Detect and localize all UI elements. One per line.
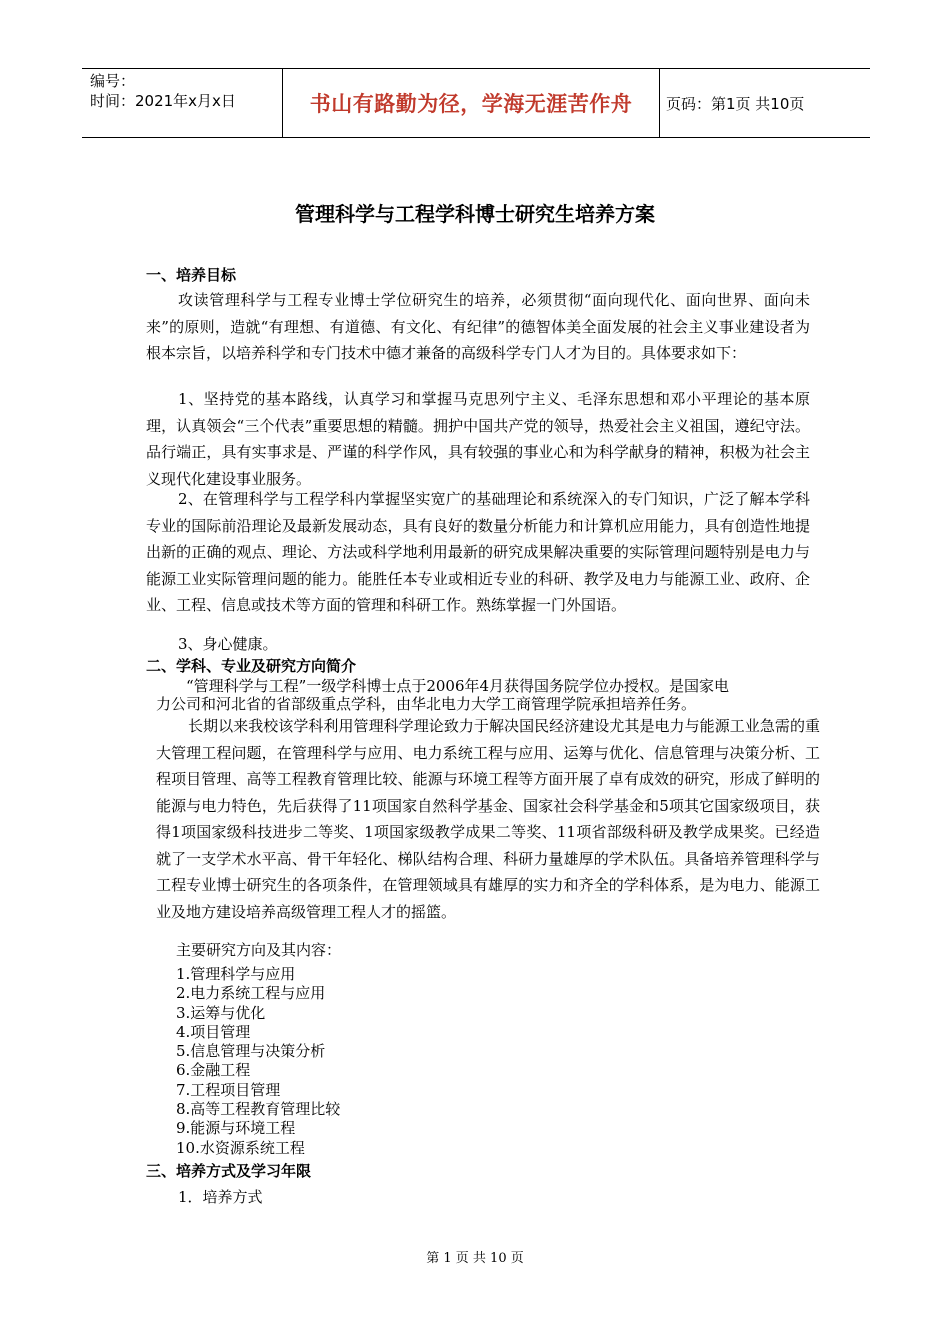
section2-heading: 二、学科、专业及研究方向简介 bbox=[146, 657, 357, 675]
list-item: 1.管理科学与应用 bbox=[176, 965, 296, 983]
directions-label: 主要研究方向及其内容： bbox=[176, 941, 342, 959]
time-label: 时间：2021年x月x日 bbox=[90, 92, 236, 110]
list-item: 9.能源与环境工程 bbox=[176, 1119, 296, 1138]
directions-list bbox=[176, 965, 340, 1158]
section3-heading: 三、培养方式及学习年限 bbox=[146, 1162, 312, 1180]
list-item: 7.工程项目管理 bbox=[176, 1080, 281, 1099]
list-item: 2.电力系统工程与应用 bbox=[176, 984, 326, 1003]
section2-para1-line1: “管理科学与工程”一级学科博士点于2006年4月获得国务院学位办授权。是国家电 bbox=[186, 677, 730, 695]
document-title: 管理科学与工程学科博士研究生培养方案 bbox=[295, 202, 655, 226]
number-label: 编号： bbox=[90, 72, 136, 90]
header-motto: 书山有路勤为径，学海无涯苦作舟 bbox=[282, 69, 660, 137]
list-item: 10.水资源系统工程 bbox=[176, 1138, 305, 1157]
section1-intro: 攻读管理科学与工程专业博士学位研究生的培养，必须贯彻“面向现代化、面向世界、面向未来”的原则，造就“有理想、有道德、有文化、有纪律”的德智体美全面发展的社会主义事业建设者为根本宗旨，以培养科学和专门技术中德才兼备的高级科学专门人才为目的。具体要求如下： bbox=[146, 291, 810, 362]
section1-heading: 一、培养目标 bbox=[146, 266, 237, 284]
section1-item2: 2、在管理科学与工程学科内掌握坚实宽广的基础理论和系统深入的专门知识，广泛了解本学科专业的国际前沿理论及最新发展动态，具有良好的数量分析能力和计算机应用能力，具有创造性地提出新的正确的观点、理论、方法或科学地利用最新的研究成果解决重要的实际管理问题特别是电力与能源工业实际管理问题的能力。能胜任本专业或相近专业的科研、教学及电力与能源工业、政府、企业、工程、信息或技术等方面的管理和科研工作。熟练掌握一门外国语。 bbox=[146, 490, 810, 614]
section1-item3: 3、身心健康。 bbox=[178, 635, 278, 653]
section2-heading-block bbox=[146, 656, 810, 676]
section1-item1: 1、坚持党的基本路线，认真学习和掌握马克思列宁主义、毛泽东思想和邓小平理论的基本原理，认真领会“三个代表”重要思想的精髓。拥护中国共产党的领导，热爱社会主义祖国，遵纪守法。品行端正，具有实事求是、严谨的科学作风，具有较强的事业心和为科学献身的精神，积极为社会主义现代化建设事业服务。 bbox=[146, 390, 810, 488]
header-page-info: 页码：第1页 共10页 bbox=[666, 95, 805, 113]
section3-sub1: 1．培养方式 bbox=[178, 1188, 263, 1206]
page-header bbox=[82, 68, 870, 138]
list-item: 5.信息管理与决策分析 bbox=[176, 1042, 326, 1061]
section2-para2: 长期以来我校该学科利用管理科学理论致力于解决国民经济建设尤其是电力与能源工业急需的重大管理工程问题，在管理科学与应用、电力系统工程与应用、运筹与优化、信息管理与决策分析、工程项目管理、高等工程教育管理比较、能源与环境工程等方面开展了卓有成效的研究，形成了鲜明的能源与电力特色，先后获得了11项国家自然科学基金、国家社会科学基金和5项其它国家级项目，获得1项国家级科技进步二等奖、1项国家级教学成果二等奖、11项省部级科研及教学成果奖。已经造就了一支学术水平高、骨干年轻化、梯队结构合理、科研力量雄厚的学术队伍。具备培养管理科学与工程专业博士研究生的各项条件，在管理领域具有雄厚的实力和齐全的学科体系，是为电力、能源工业及地方建设培养高级管理工程人才的摇篮。 bbox=[156, 717, 820, 921]
header-left bbox=[90, 71, 280, 111]
list-item: 6.金融工程 bbox=[176, 1061, 251, 1080]
page-footer: 第 1 页 共 10 页 bbox=[426, 1251, 524, 1266]
section1-heading-block bbox=[146, 265, 810, 285]
section2-para1-line2: 力公司和河北省的省部级重点学科，由华北电力大学工商管理学院承担培养任务。 bbox=[156, 695, 697, 713]
section3-heading-block bbox=[146, 1161, 810, 1181]
list-item: 8.高等工程教育管理比较 bbox=[176, 1100, 341, 1119]
list-item: 4.项目管理 bbox=[176, 1022, 251, 1041]
list-item: 3.运筹与优化 bbox=[176, 1003, 266, 1022]
